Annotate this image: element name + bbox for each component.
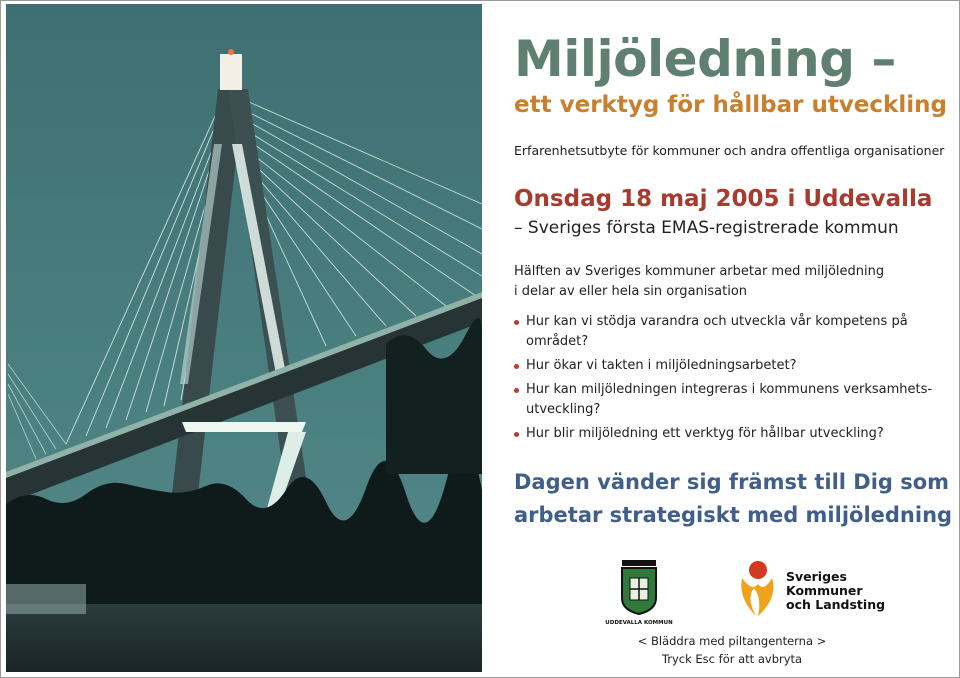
uddevalla-logo-text: UDDEVALLA KOMMUN	[605, 620, 673, 626]
question-list	[514, 312, 932, 448]
bullet-icon	[514, 432, 519, 437]
skl-line: Kommuner	[786, 583, 863, 598]
slide-title: Miljöledning –	[514, 30, 896, 88]
audience-line: Dagen vänder sig främst till Dig som	[514, 470, 950, 494]
lead-paragraph	[514, 262, 884, 302]
nav-hint-line: Tryck Esc för att avbryta	[661, 652, 803, 666]
slide-subtitle: ett verktyg för hållbar utveckling	[514, 92, 947, 118]
skl-logo	[734, 558, 894, 622]
skl-flame-icon	[734, 558, 782, 620]
list-item-text: Hur blir miljöledning ett verktyg för hållbar utveckling?	[526, 426, 884, 441]
lead-line: Hälften av Sveriges kommuner arbetar med miljöledning	[514, 264, 885, 279]
skl-line: Sveriges	[786, 569, 847, 584]
bullet-icon	[514, 364, 519, 369]
event-tagline: – Sveriges första EMAS-registrerade kommun	[514, 218, 899, 238]
list-item-text: området?	[526, 334, 589, 349]
list-item-text: Hur kan vi stödja varandra och utveckla vår kompetens på	[526, 314, 908, 329]
nav-hint-line: < Bläddra med piltangenterna >	[637, 634, 827, 648]
lead-line: i delar av eller hela sin organisation	[514, 284, 748, 299]
bullet-icon	[514, 320, 519, 325]
list-item-text: Hur kan miljöledningen integreras i kommunens verksamhets-	[526, 382, 933, 397]
slide-content	[512, 0, 952, 678]
bridge-photo	[6, 4, 482, 672]
event-date: Onsdag 18 maj 2005 i Uddevalla	[514, 186, 933, 212]
list-item	[514, 380, 932, 420]
skl-logo-text	[786, 570, 885, 612]
list-item-text: Hur ökar vi takten i miljöledningsarbetet?	[526, 358, 797, 373]
list-item	[514, 424, 932, 444]
intro-text: Erfarenhetsutbyte för kommuner och andra offentliga organisationer	[514, 143, 945, 158]
skl-line: och Landsting	[786, 597, 886, 612]
list-item	[514, 356, 932, 376]
list-item-text: utveckling?	[526, 402, 601, 417]
list-item	[514, 312, 932, 352]
audience-line: arbetar strategiskt med miljöledning	[514, 503, 953, 527]
navigation-hint	[512, 632, 952, 668]
audience-statement	[514, 466, 952, 532]
bullet-icon	[514, 388, 519, 393]
uddevalla-logo	[604, 558, 674, 628]
